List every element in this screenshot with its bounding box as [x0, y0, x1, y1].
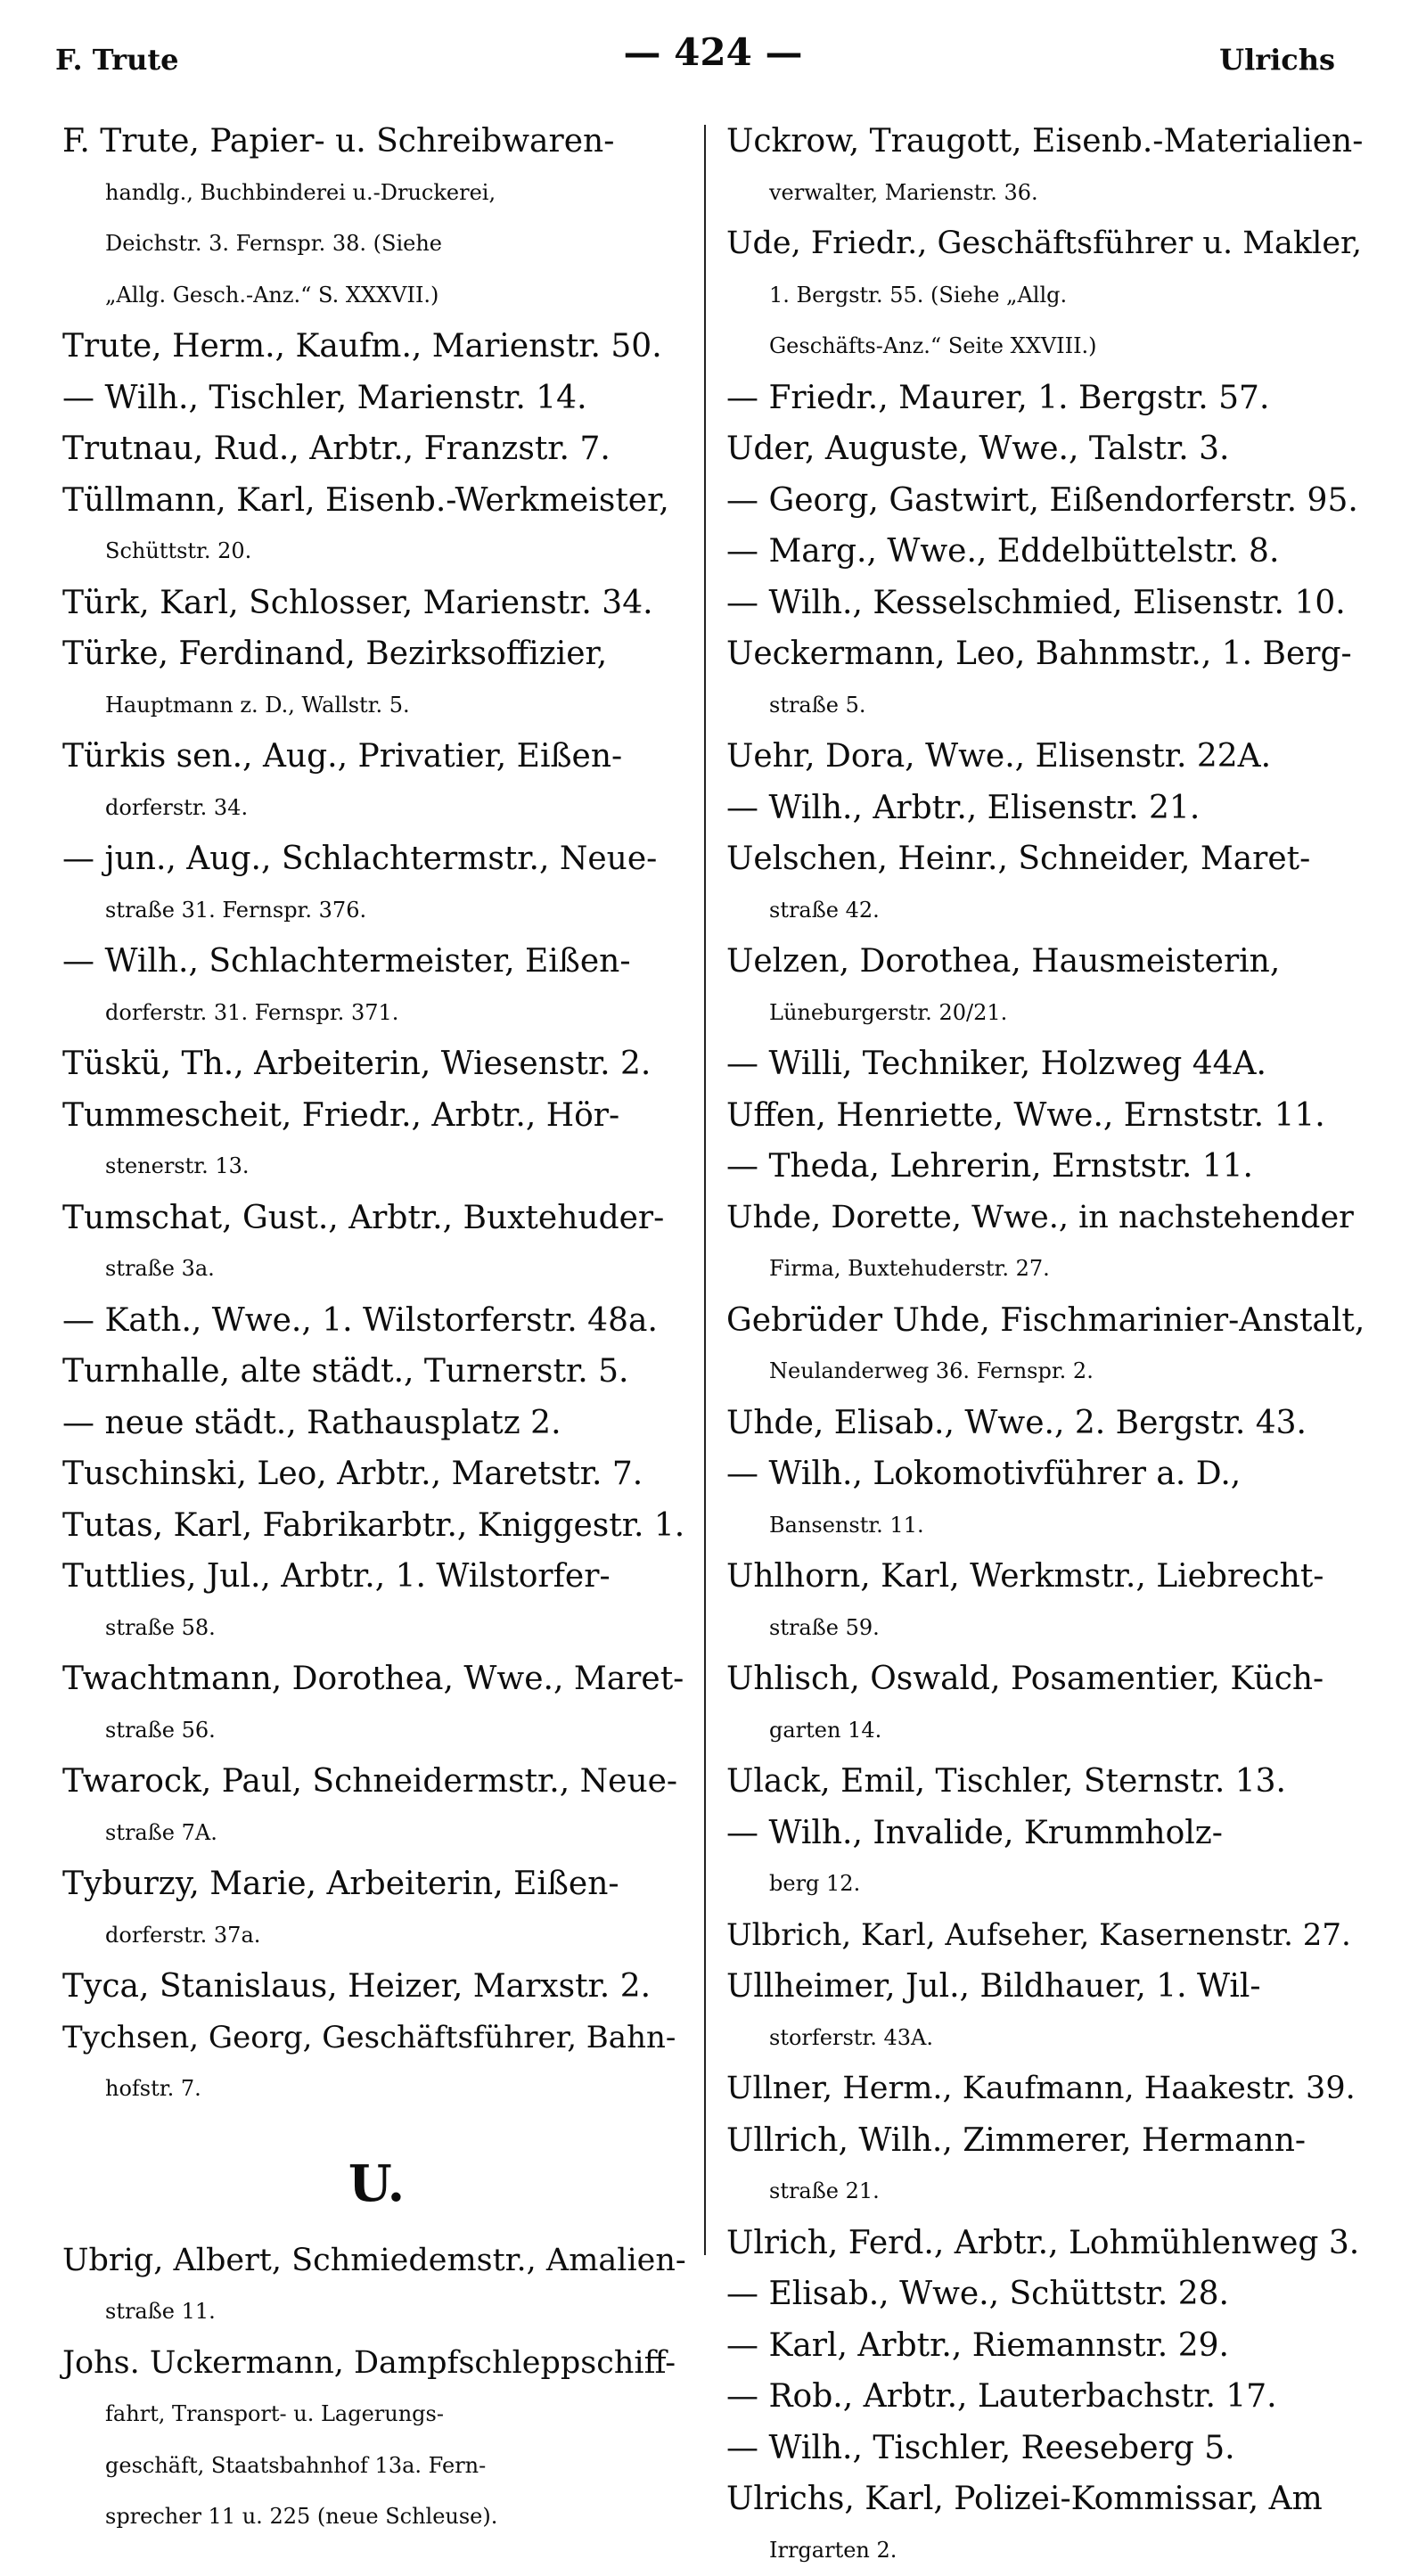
- directory-entry: [62, 2338, 691, 2543]
- entry-continuation-line: dorferstr. 37a.: [62, 1910, 691, 1962]
- directory-entry: [726, 1448, 1368, 1551]
- entry-continuation-line: straße 56.: [62, 1705, 691, 1757]
- entry-continuation-line: sprecher 11 u. 225 (neue Schleuse).: [62, 2491, 691, 2543]
- entry-line: Tüllmann, Karl, Eisenb.-Werkmeister,: [62, 475, 691, 527]
- entry-continuation-line: Bansenstr. 11.: [726, 1500, 1368, 1552]
- directory-entry: [726, 218, 1368, 373]
- entry-continuation-line: dorferstr. 34.: [62, 783, 691, 834]
- entry-line: Tuschinski, Leo, Arbtr., Maretstr. 7.: [62, 1448, 691, 1500]
- entry-line: — Wilh., Tischler, Reeseberg 5.: [726, 2423, 1368, 2474]
- directory-entry: [62, 1295, 691, 1347]
- directory-entry: [726, 731, 1368, 783]
- directory-entry: [726, 628, 1368, 731]
- entry-continuation-line: straße 5.: [726, 680, 1368, 732]
- directory-entry: [726, 578, 1368, 629]
- entry-line: Türke, Ferdinand, Bezirksoffizier,: [62, 628, 691, 680]
- directory-entry: [726, 475, 1368, 527]
- directory-entry: [726, 2115, 1368, 2218]
- entry-continuation-line: berg 12.: [726, 1858, 1368, 1910]
- directory-entry: [62, 1756, 691, 1858]
- directory-entry: [62, 628, 691, 731]
- directory-entry: [62, 321, 691, 373]
- directory-entry: [62, 2013, 691, 2115]
- entry-line: Trutnau, Rud., Arbtr., Franzstr. 7.: [62, 423, 691, 475]
- entry-continuation-line: Schüttstr. 20.: [62, 526, 691, 578]
- entry-line: Ueckermann, Leo, Bahnmstr., 1. Berg-: [726, 628, 1368, 680]
- entry-continuation-line: Lüneburgerstr. 20/21.: [726, 988, 1368, 1039]
- directory-entry: [62, 1653, 691, 1756]
- directory-entry: [62, 475, 691, 578]
- directory-entry: [62, 936, 691, 1038]
- directory-entry: [62, 373, 691, 424]
- entry-line: Ullner, Herm., Kaufmann, Haakestr. 39.: [726, 2063, 1368, 2115]
- directory-entry: [62, 1858, 691, 1961]
- entry-line: — Karl, Arbtr., Riemannstr. 29.: [726, 2320, 1368, 2372]
- entry-line: Ude, Friedr., Geschäftsführer u. Makler,: [726, 218, 1368, 270]
- entry-line: — Wilh., Arbtr., Elisenstr. 21.: [726, 783, 1368, 834]
- entry-line: Gebrüder Uhde, Fischmarinier-Anstalt,: [726, 1295, 1368, 1347]
- entry-line: Tyca, Stanislaus, Heizer, Marxstr. 2.: [62, 1961, 691, 2013]
- entry-line: Ulrich, Ferd., Arbtr., Lohmühlenweg 3.: [726, 2218, 1368, 2269]
- entry-continuation-line: „Allg. Gesch.-Anz.“ S. XXXVII.): [62, 270, 691, 322]
- directory-entry: [726, 2218, 1368, 2269]
- entry-line: — Wilh., Lokomotivführer a. D.,: [726, 1448, 1368, 1500]
- entry-line: F. Trute, Papier- u. Schreibwaren-: [62, 116, 691, 168]
- entry-line: — Willi, Techniker, Holzweg 44A.: [726, 1038, 1368, 1090]
- entry-continuation-line: Deichstr. 3. Fernspr. 38. (Siehe: [62, 218, 691, 270]
- entry-continuation-line: straße 59.: [726, 1603, 1368, 1654]
- directory-entry: [62, 1551, 691, 1653]
- directory-entry: [726, 1653, 1368, 1756]
- entry-line: Twarock, Paul, Schneidermstr., Neue-: [62, 1756, 691, 1808]
- left-entries: [62, 116, 691, 2115]
- entry-continuation-line: handlg., Buchbinderei u.-Druckerei,: [62, 168, 691, 219]
- entry-line: Uhde, Dorette, Wwe., in nachstehender: [726, 1193, 1368, 1244]
- directory-entry: [62, 116, 691, 321]
- left-column: [62, 116, 691, 2543]
- entry-line: Tutas, Karl, Fabrikarbtr., Kniggestr. 1.: [62, 1500, 691, 1552]
- entry-continuation-line: geschäft, Staatsbahnhof 13a. Fern-: [62, 2441, 691, 2492]
- entry-line: Uhlhorn, Karl, Werkmstr., Liebrecht-: [726, 1551, 1368, 1603]
- directory-entry: [726, 2268, 1368, 2320]
- directory-entry: [726, 936, 1368, 1038]
- directory-entry: [726, 373, 1368, 424]
- directory-entry: [726, 1193, 1368, 1295]
- directory-entry: [726, 116, 1368, 218]
- entry-line: — Kath., Wwe., 1. Wilstorferstr. 48a.: [62, 1295, 691, 1347]
- entry-line: Ullheimer, Jul., Bildhauer, 1. Wil-: [726, 1961, 1368, 2013]
- entry-line: Ullrich, Wilh., Zimmerer, Hermann-: [726, 2115, 1368, 2167]
- entry-continuation-line: dorferstr. 31. Fernspr. 371.: [62, 988, 691, 1039]
- directory-entry: [726, 2371, 1368, 2423]
- entry-line: Ubrig, Albert, Schmiedemstr., Amalien-: [62, 2236, 691, 2287]
- directory-entry: [726, 1910, 1368, 1962]
- directory-entry: [62, 1500, 691, 1552]
- entry-continuation-line: Geschäfts-Anz.“ Seite XXVIII.): [726, 321, 1368, 373]
- directory-entry: [726, 1756, 1368, 1808]
- directory-entry: [726, 423, 1368, 475]
- entry-continuation-line: hofstr. 7.: [62, 2063, 691, 2115]
- entry-continuation-line: stenerstr. 13.: [62, 1141, 691, 1193]
- entry-line: Uhde, Elisab., Wwe., 2. Bergstr. 43.: [726, 1398, 1368, 1449]
- entry-line: Uehr, Dora, Wwe., Elisenstr. 22A.: [726, 731, 1368, 783]
- directory-entry: [62, 423, 691, 475]
- entry-line: — Theda, Lehrerin, Ernststr. 11.: [726, 1141, 1368, 1193]
- entry-line: Uhlisch, Oswald, Posamentier, Küch-: [726, 1653, 1368, 1705]
- entry-line: Uckrow, Traugott, Eisenb.-Materialien-: [726, 116, 1368, 168]
- entry-line: Türk, Karl, Schlosser, Marienstr. 34.: [62, 578, 691, 629]
- directory-entry: [726, 783, 1368, 834]
- directory-entry: [726, 1961, 1368, 2063]
- entry-line: Ulack, Emil, Tischler, Sternstr. 13.: [726, 1756, 1368, 1808]
- directory-entry: [726, 526, 1368, 578]
- directory-entry: [726, 1551, 1368, 1653]
- directory-entry: [62, 1398, 691, 1449]
- directory-entry: [62, 578, 691, 629]
- entry-line: Trute, Herm., Kaufm., Marienstr. 50.: [62, 321, 691, 373]
- entry-continuation-line: Irrgarten 2.: [726, 2525, 1368, 2576]
- entry-line: — Wilh., Kesselschmied, Elisenstr. 10.: [726, 578, 1368, 629]
- directory-entry: [62, 833, 691, 936]
- entry-continuation-line: 1. Bergstr. 55. (Siehe „Allg.: [726, 270, 1368, 322]
- entry-line: — Wilh., Schlachtermeister, Eißen-: [62, 936, 691, 988]
- entry-line: Tuttlies, Jul., Arbtr., 1. Wilstorfer-: [62, 1551, 691, 1603]
- entry-line: Türkis sen., Aug., Privatier, Eißen-: [62, 731, 691, 783]
- entry-continuation-line: Hauptmann z. D., Wallstr. 5.: [62, 680, 691, 732]
- entry-line: — Marg., Wwe., Eddelbüttelstr. 8.: [726, 526, 1368, 578]
- directory-entry: [62, 1961, 691, 2013]
- entry-line: Tüskü, Th., Arbeiterin, Wiesenstr. 2.: [62, 1038, 691, 1090]
- entry-continuation-line: garten 14.: [726, 1705, 1368, 1757]
- entry-continuation-line: straße 21.: [726, 2166, 1368, 2218]
- directory-entry: [726, 1295, 1368, 1398]
- right-entries: [726, 116, 1368, 2576]
- directory-entry: [62, 1448, 691, 1500]
- directory-entry: [726, 833, 1368, 936]
- directory-entry: [726, 2423, 1368, 2474]
- entry-line: — jun., Aug., Schlachtermstr., Neue-: [62, 833, 691, 885]
- entry-line: Tychsen, Georg, Geschäftsführer, Bahn-: [62, 2013, 691, 2064]
- entry-line: — Wilh., Invalide, Krummholz-: [726, 1808, 1368, 1859]
- entry-line: — neue städt., Rathausplatz 2.: [62, 1398, 691, 1449]
- directory-entry: [726, 1808, 1368, 1910]
- entry-continuation-line: verwalter, Marienstr. 36.: [726, 168, 1368, 219]
- directory-entry: [726, 1141, 1368, 1193]
- entry-continuation-line: straße 58.: [62, 1603, 691, 1654]
- entry-line: Ulrichs, Karl, Polizei-Kommissar, Am: [726, 2473, 1368, 2525]
- page-number: — 424 —: [0, 30, 1426, 74]
- entry-line: Turnhalle, alte städt., Turnerstr. 5.: [62, 1346, 691, 1398]
- directory-entry: [726, 2320, 1368, 2372]
- entry-line: Tumschat, Gust., Arbtr., Buxtehuder-: [62, 1193, 691, 1244]
- page-header: [0, 30, 1426, 84]
- entry-line: — Wilh., Tischler, Marienstr. 14.: [62, 373, 691, 424]
- entry-line: Twachtmann, Dorothea, Wwe., Maret-: [62, 1653, 691, 1705]
- entry-line: — Georg, Gastwirt, Eißendorferstr. 95.: [726, 475, 1368, 527]
- directory-entry: [62, 1038, 691, 1090]
- entry-line: Uelschen, Heinr., Schneider, Maret-: [726, 833, 1368, 885]
- entry-line: — Elisab., Wwe., Schüttstr. 28.: [726, 2268, 1368, 2320]
- entry-continuation-line: straße 7A.: [62, 1808, 691, 1859]
- directory-entry: [726, 1398, 1368, 1449]
- directory-entry: [62, 2236, 691, 2338]
- directory-entry: [62, 1346, 691, 1398]
- left-entries-after: [62, 2236, 691, 2543]
- directory-entry: [62, 1193, 691, 1295]
- directory-entry: [62, 1090, 691, 1193]
- entry-line: — Friedr., Maurer, 1. Bergstr. 57.: [726, 373, 1368, 424]
- directory-entry: [726, 2063, 1368, 2115]
- directory-entry: [726, 1090, 1368, 1142]
- entry-line: Tummescheit, Friedr., Arbtr., Hör-: [62, 1090, 691, 1142]
- entry-line: Ulbrich, Karl, Aufseher, Kasernenstr. 27.: [726, 1910, 1368, 1962]
- entry-continuation-line: straße 3a.: [62, 1243, 691, 1295]
- entry-continuation-line: storferstr. 43A.: [726, 2013, 1368, 2064]
- directory-entry: [726, 1038, 1368, 1090]
- entry-line: Tyburzy, Marie, Arbeiterin, Eißen-: [62, 1858, 691, 1910]
- entry-continuation-line: fahrt, Transport- u. Lagerungs-: [62, 2389, 691, 2441]
- entry-line: Uder, Auguste, Wwe., Talstr. 3.: [726, 423, 1368, 475]
- directory-entry: [726, 2473, 1368, 2576]
- entry-continuation-line: Neulanderweg 36. Fernspr. 2.: [726, 1346, 1368, 1398]
- header-right-keyword: Ulrichs: [1219, 43, 1335, 77]
- entry-line: Uffen, Henriette, Wwe., Ernststr. 11.: [726, 1090, 1368, 1142]
- entry-line: Johs. Uckermann, Dampfschleppschiff-: [62, 2338, 691, 2390]
- entry-continuation-line: Firma, Buxtehuderstr. 27.: [726, 1243, 1368, 1295]
- section-letter: U.: [62, 2133, 691, 2236]
- entry-continuation-line: straße 31. Fernspr. 376.: [62, 885, 691, 937]
- header-left-keyword: F. Trute: [55, 43, 179, 77]
- right-column: [726, 116, 1368, 2576]
- directory-entry: [62, 731, 691, 833]
- entry-line: — Rob., Arbtr., Lauterbachstr. 17.: [726, 2371, 1368, 2423]
- entry-continuation-line: straße 11.: [62, 2286, 691, 2338]
- column-divider: [704, 125, 706, 2255]
- entry-line: Uelzen, Dorothea, Hausmeisterin,: [726, 936, 1368, 988]
- entry-continuation-line: straße 42.: [726, 885, 1368, 937]
